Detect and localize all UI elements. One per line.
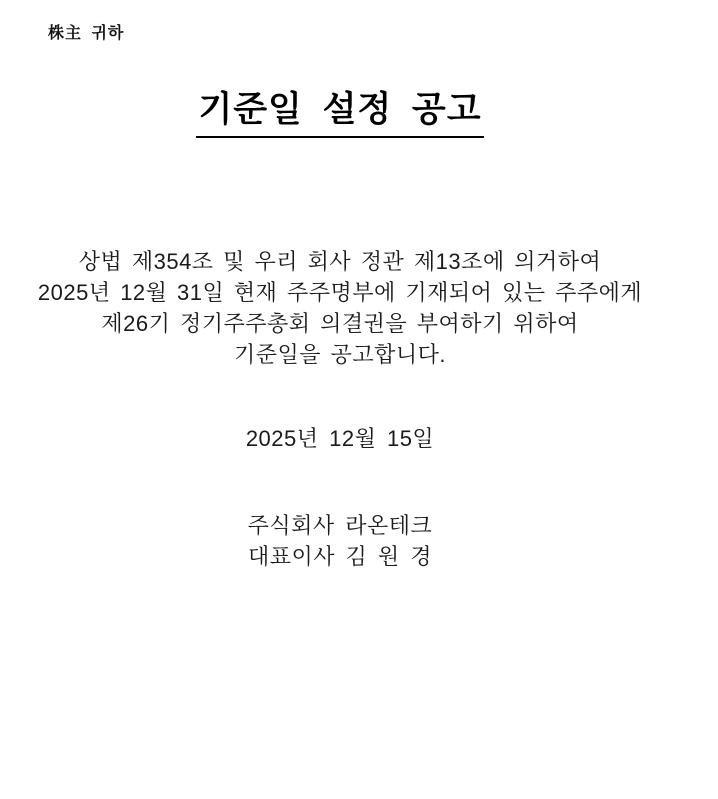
body-line-4: 기준일을 공고합니다. (234, 342, 446, 367)
body-line-1: 상법 제354조 및 우리 회사 정관 제13조에 의거하여 (78, 249, 602, 274)
document-title (0, 90, 680, 138)
company-name: 주식회사 라온테크 (247, 513, 433, 538)
body-line-3: 제26기 정기주주총회 의결권을 부여하기 위하여 (101, 311, 579, 336)
body-paragraph (0, 246, 680, 370)
recipient-line: 株主 귀하 (48, 25, 125, 42)
signature-block (0, 510, 680, 572)
document-title-text: 기준일 설정 공고 (196, 90, 483, 138)
body-line-2: 2025년 12월 31일 현재 주주명부에 기재되어 있는 주주에게 (37, 280, 643, 305)
ceo-name: 대표이사 김 원 경 (247, 544, 433, 569)
announcement-date: 2025년 12월 15일 (245, 426, 435, 451)
